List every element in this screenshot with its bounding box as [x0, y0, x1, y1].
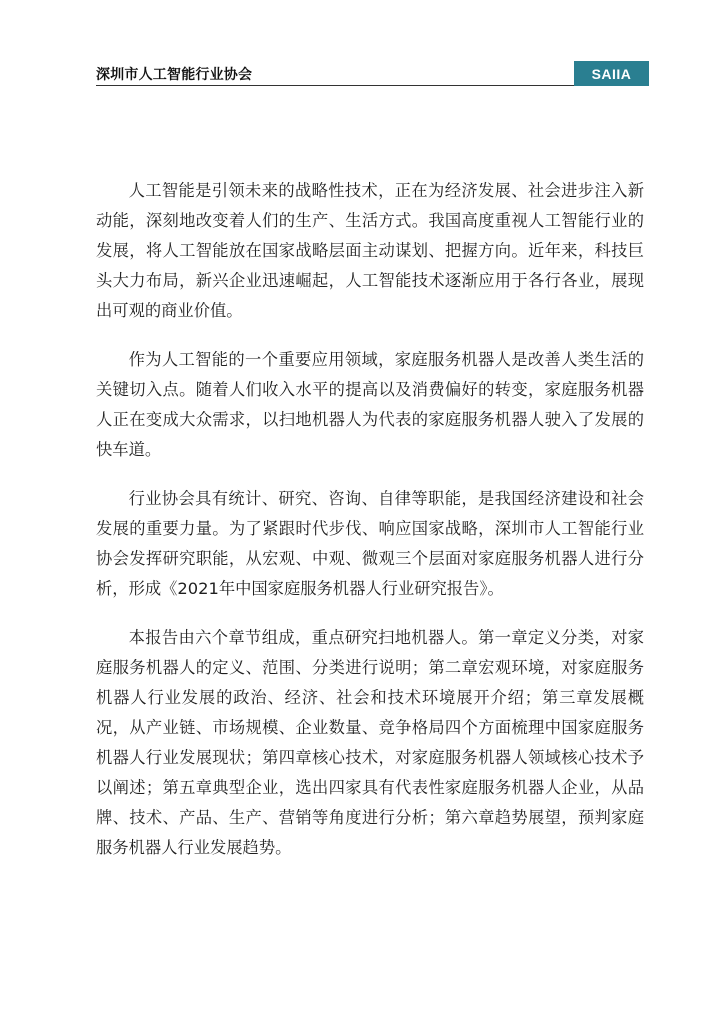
- page-header: [96, 61, 649, 86]
- paragraph-intro: 人工智能是引领未来的战略性技术，正在为经济发展、社会进步注入新动能，深刻地改变着人们的生产、生活方式。我国高度重视人工智能行业的发展，将人工智能放在国家战略层面主动谋划、把握方向。近年来，科技巨头大力布局，新兴企业迅速崛起，人工智能技术逐渐应用于各行各业，展现出可观的商业价值。: [96, 181, 644, 320]
- header-badge: SAIIA: [574, 61, 649, 86]
- document-body: [96, 176, 644, 882]
- header-title: 深圳市人工智能行业协会: [96, 67, 253, 83]
- paragraph-association: 行业协会具有统计、研究、咨询、自律等职能，是我国经济建设和社会发展的重要力量。为了紧跟时代步伐、响应国家战略，深圳市人工智能行业协会发挥研究职能，从宏观、中观、微观三个层面对家庭服务机器人进行分析，形成《2021年中国家庭服务机器人行业研究报告》。: [96, 489, 644, 598]
- header-rule: [96, 85, 574, 86]
- paragraph-home-robots: 作为人工智能的一个重要应用领域，家庭服务机器人是改善人类生活的关键切入点。随着人们收入水平的提高以及消费偏好的转变，家庭服务机器人正在变成大众需求，以扫地机器人为代表的家庭服务机器人驶入了发展的快车道。: [96, 350, 644, 459]
- paragraph-structure: 本报告由六个章节组成，重点研究扫地机器人。第一章定义分类，对家庭服务机器人的定义、范围、分类进行说明；第二章宏观环境，对家庭服务机器人行业发展的政治、经济、社会和技术环境展开介绍；第三章发展概况，从产业链、市场规模、企业数量、竞争格局四个方面梳理中国家庭服务机器人行业发展现状；第四章核心技术，对家庭服务机器人领域核心技术予以阐述；第五章典型企业，选出四家具有代表性家庭服务机器人企业，从品牌、技术、产品、生产、营销等角度进行分析；第六章趋势展望，预判家庭服务机器人行业发展趋势。: [96, 628, 644, 857]
